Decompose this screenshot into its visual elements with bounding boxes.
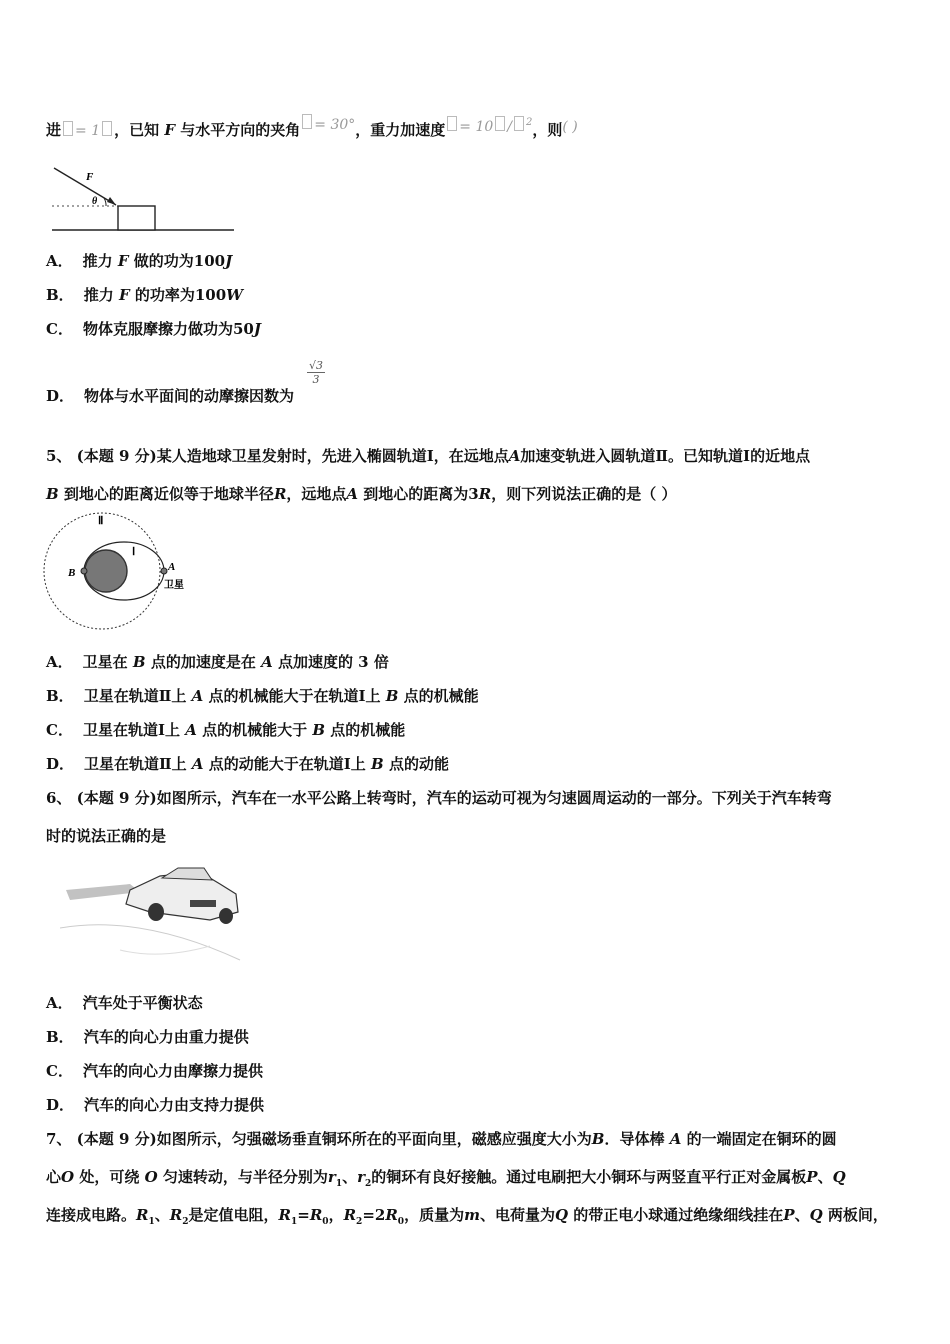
q7-text: 连接成电路。 (46, 1206, 137, 1224)
option-text: 点的机械能 (330, 721, 406, 739)
option-unit: W (226, 286, 243, 304)
q7-text: 、 (794, 1206, 810, 1224)
q4-text: ，重力加速度 (355, 121, 446, 139)
q6-car-photo (60, 850, 250, 974)
fraction-denominator: 3 (312, 373, 320, 386)
option-var: B (371, 755, 384, 773)
q4-option-a[interactable] (46, 250, 232, 271)
force-arrowhead-icon (107, 197, 116, 205)
q7-text: 处，可绕 (79, 1168, 140, 1186)
force-arrow-line (54, 168, 116, 205)
q7-text: 、 (342, 1168, 358, 1186)
option-var: B (312, 721, 326, 739)
option-text: 汽车处于平衡状态 (82, 994, 203, 1012)
q4-force-figure (46, 160, 238, 234)
q7-stem-line1 (46, 1128, 837, 1149)
q4-prefix: 进 (46, 121, 62, 139)
q5-text: ，远地点 (286, 485, 347, 503)
q4-fig-label-F: F (86, 171, 94, 183)
q7-var-A: A (669, 1130, 682, 1148)
q7-text: ， (328, 1206, 344, 1224)
option-text: 点的动能大于在轨道Ⅰ上 (208, 755, 366, 773)
q5-fig-label-A: A (168, 561, 176, 573)
q6-text: 时的说法正确的是 (46, 827, 167, 845)
option-text: 卫星在轨道Ⅱ上 (83, 687, 187, 705)
option-text: 物体克服摩擦力做功为50 (82, 320, 254, 338)
q4-option-b[interactable] (46, 284, 243, 305)
q5-var-A: A (508, 447, 521, 465)
q7-text: 匀速转动，与半径分别为 (162, 1168, 328, 1186)
option-label: D． (46, 387, 75, 405)
q6-stem-line2 (46, 825, 166, 846)
q5-option-b[interactable] (46, 685, 479, 706)
option-label: C． (46, 320, 73, 338)
q6-text: 6、 (本题 9 分)如图所示，汽车在一水平公路上转弯时，汽车的运动可视为匀速圆周运动的一部分。下列关于汽车转弯 (46, 789, 832, 807)
option-label: A． (46, 994, 73, 1012)
q7-text: = (297, 1206, 310, 1224)
q7-var-P: P (806, 1168, 818, 1186)
block (118, 206, 155, 230)
subscript: 0 (397, 1217, 405, 1227)
option-var: A (261, 653, 273, 671)
q7-text: 两板间， (827, 1206, 888, 1224)
q7-text: ．导体棒 (604, 1130, 665, 1148)
q7-text: 的一端固定在铜环的圆 (686, 1130, 837, 1148)
option-var: A (191, 755, 204, 773)
missing-glyph-icon (514, 116, 524, 131)
q7-var-O: O (61, 1168, 75, 1186)
option-label: C． (46, 721, 73, 739)
q6-option-b[interactable] (46, 1026, 249, 1047)
q7-text: 心 (46, 1168, 62, 1186)
option-label: B． (46, 1028, 74, 1046)
q7-var-R: R (309, 1206, 323, 1224)
q5-stem-line2 (46, 483, 676, 504)
option-text: 汽车的向心力由摩擦力提供 (82, 1062, 263, 1080)
option-text: 点的机械能大于在轨道Ⅰ上 (208, 687, 381, 705)
option-label: A． (46, 653, 73, 671)
option-text: 汽车的向心力由重力提供 (83, 1028, 249, 1046)
q5-fig-label-B: B (68, 567, 76, 579)
subscript: 2 (365, 1179, 372, 1189)
subscript: 2 (182, 1217, 189, 1227)
q7-stem-line2 (46, 1166, 846, 1189)
q4-text: 与水平方向的夹角 (180, 121, 301, 139)
q7-text: 、 (154, 1206, 170, 1224)
subscript: 2 (356, 1217, 363, 1227)
q6-option-c[interactable] (46, 1060, 263, 1081)
option-text: 推力 (82, 252, 113, 270)
q5-option-c[interactable] (46, 719, 405, 740)
q4-text: ，则 (532, 121, 563, 139)
q7-text: 是定值电阻， (188, 1206, 279, 1224)
q7-var-R: R (136, 1206, 149, 1224)
missing-glyph-icon (302, 114, 312, 129)
option-text: 卫星在轨道Ⅰ上 (82, 721, 180, 739)
q5-fig-label-I: Ⅰ (132, 546, 136, 558)
option-text: 卫星在轨道Ⅱ上 (84, 755, 187, 773)
q5-text: 到地心的距离近似等于地球半径 (63, 485, 274, 503)
point-B-icon (81, 568, 87, 574)
q4-option-c[interactable] (46, 318, 261, 339)
subscript: 1 (148, 1217, 155, 1227)
option-text: 点的机械能大于 (202, 721, 308, 739)
q5-fig-label-II: Ⅱ (98, 515, 104, 527)
option-label: D． (46, 1096, 75, 1114)
q7-text: 7、 (本题 9 分)如图所示，匀强磁场垂直铜环所在的平面向里，磁感应强度大小为 (46, 1130, 592, 1148)
q6-option-d[interactable] (46, 1094, 264, 1115)
q7-var-B: B (591, 1130, 605, 1148)
wheel-icon (148, 903, 164, 921)
q5-var-R: R (273, 485, 287, 503)
subscript: 1 (335, 1179, 343, 1189)
q7-text: =2 (362, 1206, 386, 1224)
option-text: 物体与水平面间的动摩擦因数为 (84, 387, 295, 405)
q7-text: ，质量为 (404, 1206, 465, 1224)
q5-text: 加速变轨进入圆轨道Ⅱ。已知轨道Ⅰ的近地点 (520, 447, 811, 465)
option-var: B (132, 653, 146, 671)
option-text: 点的机械能 (403, 687, 479, 705)
q5-orbit-figure (40, 510, 200, 632)
q4-answer-paren: ( ) (562, 119, 578, 135)
q4-math-g-unit: / (507, 119, 512, 135)
q4-stem-line (46, 114, 578, 140)
option-text: 点加速度的 3 倍 (277, 653, 389, 671)
option-unit: J (225, 252, 233, 270)
subscript: 0 (322, 1217, 329, 1227)
q7-var-m: m (464, 1206, 480, 1224)
q7-text: 、电荷量为 (479, 1206, 555, 1224)
q4-math-distance: = 1 (75, 123, 101, 139)
q6-option-a[interactable] (46, 992, 203, 1013)
earth-icon (85, 550, 127, 592)
option-label: C． (46, 1062, 73, 1080)
option-text: 卫星在 (82, 653, 128, 671)
q5-var-A: A (346, 485, 359, 503)
q4-var-F: F (164, 121, 176, 139)
missing-glyph-icon (63, 121, 73, 136)
q5-var-R: R (478, 485, 492, 503)
q7-var-R: R (278, 1206, 291, 1224)
q5-stem-line1 (46, 445, 810, 466)
q4-math-g: = 10 (459, 119, 494, 135)
q7-text: 、 (817, 1168, 833, 1186)
q4-option-d[interactable] (46, 385, 294, 406)
q5-fig-label-satellite: 卫星 (164, 580, 184, 591)
q5-text: 到地心的距离为3 (363, 485, 479, 503)
missing-glyph-icon (102, 121, 112, 136)
q7-text: 的带正电小球通过绝缘细线挂在 (573, 1206, 784, 1224)
q5-text: 5、 (本题 9 分)某人造地球卫星发射时，先进入椭圆轨道Ⅰ，在远地点 (46, 447, 509, 465)
wheel-icon (219, 908, 233, 924)
license-plate-icon (190, 900, 216, 907)
q7-var-O: O (144, 1168, 158, 1186)
q7-var-r2: r (357, 1168, 365, 1186)
option-text: 推力 (83, 286, 114, 304)
option-var: F (117, 252, 129, 270)
point-A-icon (161, 568, 167, 574)
option-text: 的功率为100 (134, 286, 227, 304)
q7-var-R: R (169, 1206, 183, 1224)
option-text: 汽车的向心力由支持力提供 (84, 1096, 265, 1114)
q4-math-angle: = 30° (314, 117, 356, 133)
option-label: A． (46, 252, 73, 270)
q7-var-Q: Q (832, 1168, 846, 1186)
missing-glyph-icon (495, 116, 505, 131)
option-text: 做的功为100 (133, 252, 226, 270)
option-label: B． (46, 687, 74, 705)
q7-var-Q: Q (809, 1206, 823, 1224)
option-var: J (253, 320, 261, 338)
q7-stem-line3 (46, 1204, 888, 1227)
q7-text: 的铜环有良好接触。通过电刷把大小铜环与两竖直平行正对金属板 (371, 1168, 807, 1186)
option-text: 点的加速度是在 (150, 653, 256, 671)
q7-var-R: R (343, 1206, 357, 1224)
q5-text: ，则下列说法正确的是（ ） (491, 485, 677, 503)
q4-math-g-sup: 2 (526, 117, 533, 128)
missing-glyph-icon (447, 116, 457, 131)
option-var: A (185, 721, 197, 739)
q4-fig-label-theta: θ (92, 196, 98, 207)
option-var: A (191, 687, 204, 705)
q7-var-P: P (783, 1206, 795, 1224)
option-text: 点的动能 (388, 755, 449, 773)
option-label: D． (46, 755, 75, 773)
option-var: F (118, 286, 130, 304)
q4-text: ，已知 (114, 121, 160, 139)
q5-var-B: B (46, 485, 59, 503)
q5-option-a[interactable] (46, 651, 389, 672)
q7-var-R: R (385, 1206, 398, 1224)
fraction-numerator: √3 (308, 359, 323, 372)
q5-option-d[interactable] (46, 753, 449, 774)
q6-stem-line1 (46, 787, 832, 808)
subscript: 1 (290, 1217, 298, 1227)
option-var: B (385, 687, 399, 705)
q7-var-Q: Q (554, 1206, 569, 1224)
q4-d-fraction (307, 359, 325, 386)
option-label: B． (46, 286, 74, 304)
q7-var-r1: r (327, 1168, 336, 1186)
